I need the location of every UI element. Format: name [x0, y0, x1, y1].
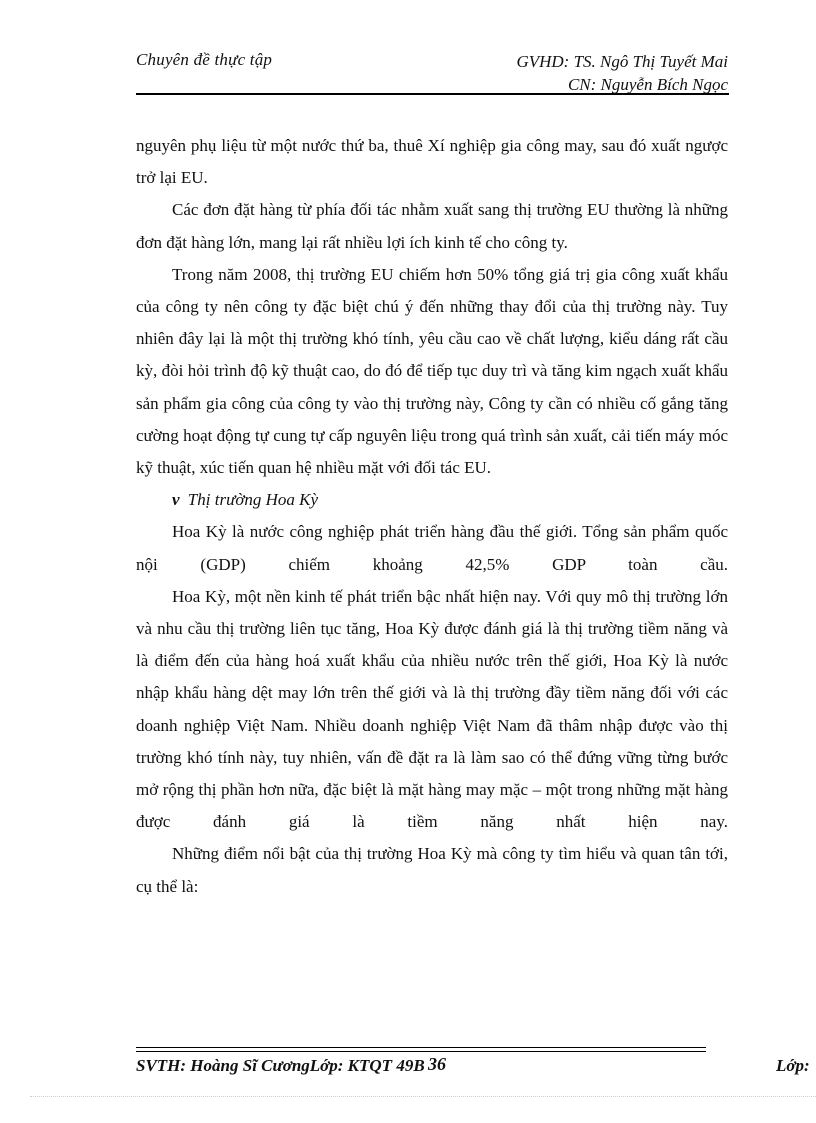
bullet-icon: v — [172, 490, 180, 510]
paragraph-1: nguyên phụ liệu từ một nước thứ ba, thuê Xí nghiệp gia công may, sau đó xuất ngược trở lại EU. — [136, 136, 728, 188]
body-text — [136, 130, 728, 903]
section-heading-text: Thị trường Hoa Kỳ — [187, 490, 319, 510]
header-cn: CN: Nguyễn Bích Ngọc — [567, 75, 728, 94]
paragraph-2: Các đơn đặt hàng từ phía đối tác nhằm xuất sang thị trường EU thường là những đơn đặt hàng lớn, mang lại rất nhiều lợi ích kinh tế cho công ty. — [136, 200, 728, 252]
paragraph-3: Trong năm 2008, thị trường EU chiếm hơn 50% tổng giá trị gia công xuất khẩu của công ty nên công ty đặc biệt chú ý đến những thay đổi của thị trường này. Tuy nhiên đây lại là một thị trường khó tính, yêu cầu cao về chất lượng, kiểu dáng rất cầu kỳ, đòi hỏi trình độ kỹ thuật cao, do đó để tiếp tục duy trì và tăng kim ngạch xuất khẩu sản phẩm gia công của công ty vào thị trường này, Công ty cần có nhiều cố gắng tăng cường hoạt động tự cung tự cấp nguyên liệu trong quá trình sản xuất, cải tiến máy móc kỹ thuật, xúc tiến quan hệ nhiều mặt với đối tác EU. — [136, 264, 728, 478]
footer-student: SVTH: Hoàng Sĩ CươngLớp: KTQT 49B — [136, 1056, 425, 1075]
header-advisor: GVHD: TS. Ngô Thị Tuyết Mai — [516, 52, 728, 71]
footer-class-label: Lớp: — [776, 1056, 810, 1075]
header-rule — [136, 93, 729, 95]
paragraph-5: Hoa Kỳ, một nền kinh tế phát triển bậc nhất hiện nay. Với quy mô thị trường lớn và nhu cầu thị trường liên tục tăng, Hoa Kỳ được đánh giá là thị trường tiềm năng và là điểm đến của hàng hoá xuất khẩu của nhiều nước trên thế giới, Hoa Kỳ là nước nhập khẩu hàng dệt may lớn trên thế giới và là thị trường đầy tiềm năng đối với các doanh nghiệp Việt Nam. Nhiều doanh nghiệp Việt Nam đã thâm nhập được vào thị trường khó tính này, tuy nhiên, vấn đề đặt ra là làm sao có thể đứng vững từng bước mở rộng thị phần hơn nữa, đặc biệt là mặt hàng may mặc – một trong những mặt hàng được đánh giá là tiềm năng nhất hiện nay. — [136, 586, 728, 832]
footer-rule-bottom — [136, 1051, 706, 1052]
paragraph-4: Hoa Kỳ là nước công nghiệp phát triển hàng đầu thế giới. Tổng sản phẩm quốc nội (GDP) chiếm khoảng 42,5% GDP toàn cầu. — [136, 522, 728, 574]
page-number: 36 — [428, 1054, 446, 1074]
section-heading — [136, 484, 728, 516]
page-bottom-divider — [30, 1096, 816, 1097]
header-advisor-block — [470, 50, 728, 96]
footer-rule-top — [136, 1047, 706, 1048]
paragraph-6: Những điểm nổi bật của thị trường Hoa Kỳ mà công ty tìm hiểu và quan tân tới, cụ thể là: — [136, 844, 728, 896]
header-title: Chuyên đề thực tập — [136, 50, 273, 69]
